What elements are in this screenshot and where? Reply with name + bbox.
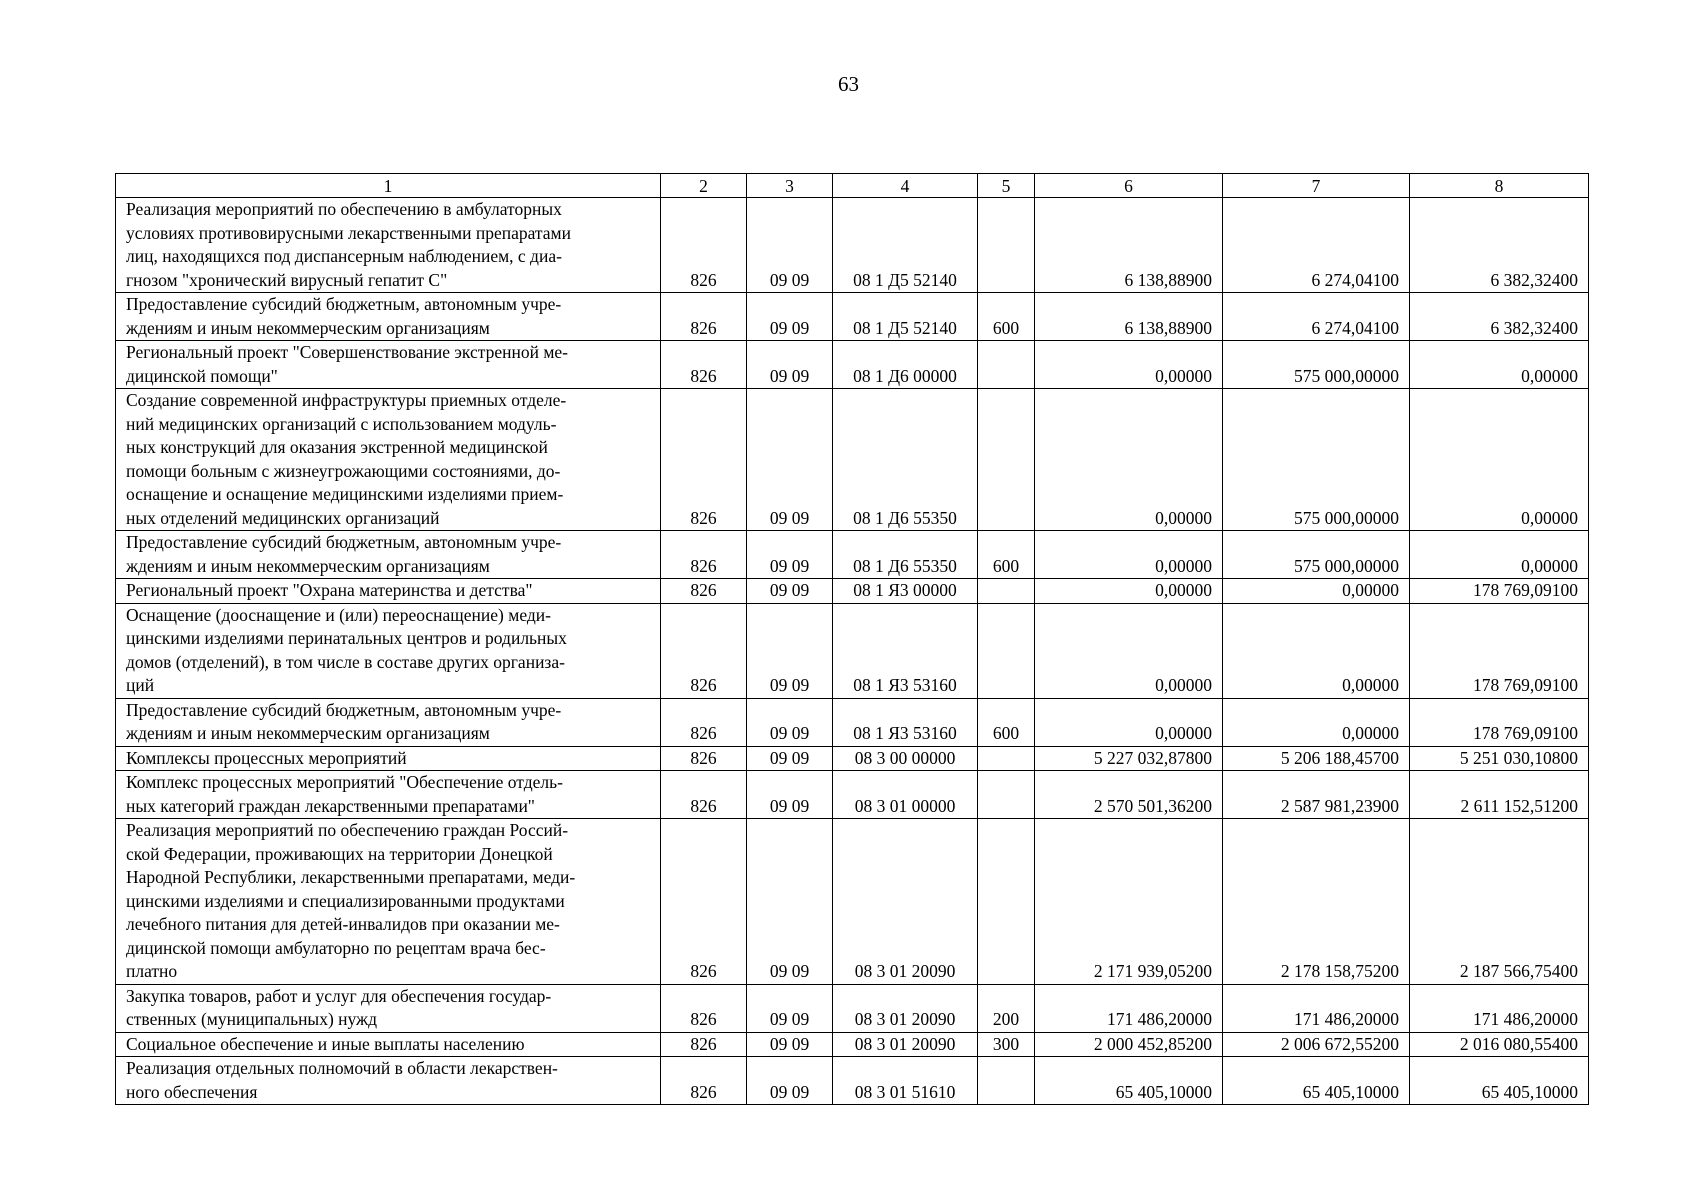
- cell-amount-year-1: 2 171 939,05200: [1035, 819, 1223, 985]
- item-name-line: Реализация отдельных полномочий в области лекарствен-: [126, 1058, 558, 1078]
- cell-section: 09 09: [747, 579, 833, 604]
- cell-expense-type: 600: [978, 698, 1035, 746]
- cell-amount-year-2: 2 178 158,75200: [1223, 819, 1410, 985]
- cell-amount-year-1: 6 138,88900: [1035, 293, 1223, 341]
- table-row: [116, 771, 1589, 819]
- item-name-line: ций: [126, 675, 155, 695]
- item-name-line: ных отделений медицинских организаций: [126, 507, 440, 528]
- cell-section: 09 09: [747, 746, 833, 771]
- column-header-1: 1: [116, 174, 661, 198]
- item-name-line: Региональный проект "Совершенствование экстренной ме-: [126, 342, 569, 362]
- item-name-line: ственных (муниципальных) нужд: [126, 1009, 378, 1029]
- cell-target-article: 08 1 Д6 00000: [833, 341, 978, 389]
- item-name-line: условиях противовирусными лекарственными препаратами: [126, 222, 571, 243]
- table-row: [116, 603, 1589, 698]
- cell-amount-year-1: 5 227 032,87800: [1035, 746, 1223, 771]
- cell-section: 09 09: [747, 819, 833, 985]
- cell-section: 09 09: [747, 603, 833, 698]
- cell-amount-year-2: 0,00000: [1223, 698, 1410, 746]
- item-name-line: ждениям и иным некоммерческим организациям: [126, 555, 490, 576]
- item-name-line: Реализация мероприятий по обеспечению граждан Россий-: [126, 820, 569, 840]
- cell-amount-year-1: 0,00000: [1035, 341, 1223, 389]
- cell-expense-type: [978, 198, 1035, 293]
- item-name-line: Предоставление субсидий бюджетным, автономным учре-: [126, 699, 562, 720]
- cell-chapter: 826: [661, 771, 747, 819]
- item-name-line: Создание современной инфраструктуры приемных отделе-: [126, 390, 567, 410]
- cell-chapter: 826: [661, 531, 747, 579]
- cell-chapter: 826: [661, 603, 747, 698]
- cell-amount-year-2: 6 274,04100: [1223, 198, 1410, 293]
- table-row: [116, 293, 1589, 341]
- page-number: 63: [838, 72, 859, 96]
- cell-amount-year-2: 575 000,00000: [1223, 341, 1410, 389]
- cell-target-article: 08 1 Я3 00000: [833, 579, 978, 604]
- cell-amount-year-3: 0,00000: [1410, 531, 1589, 579]
- cell-amount-year-2: 2 006 672,55200: [1223, 1032, 1410, 1057]
- cell-amount-year-3: 178 769,09100: [1410, 698, 1589, 746]
- cell-item-name: [116, 198, 661, 293]
- item-name-line: Предоставление субсидий бюджетным, автономным учре-: [126, 294, 562, 314]
- item-name-line: платно: [126, 961, 178, 981]
- item-name-line: Региональный проект "Охрана материнства и детства": [126, 580, 533, 600]
- cell-section: 09 09: [747, 341, 833, 389]
- item-name-line: гнозом "хронический вирусный гепатит С": [126, 269, 448, 290]
- cell-item-name: [116, 579, 661, 604]
- cell-target-article: 08 3 01 51610: [833, 1057, 978, 1105]
- table-row: [116, 341, 1589, 389]
- cell-target-article: 08 1 Я3 53160: [833, 603, 978, 698]
- cell-chapter: 826: [661, 698, 747, 746]
- cell-amount-year-1: 0,00000: [1035, 579, 1223, 604]
- column-header-3: 3: [747, 174, 833, 198]
- cell-chapter: 826: [661, 341, 747, 389]
- cell-amount-year-1: 0,00000: [1035, 603, 1223, 698]
- cell-amount-year-3: 6 382,32400: [1410, 293, 1589, 341]
- cell-amount-year-3: 0,00000: [1410, 341, 1589, 389]
- item-name-line: помощи больным с жизнеугрожающими состояниями, до-: [126, 460, 561, 481]
- cell-section: 09 09: [747, 531, 833, 579]
- cell-item-name: [116, 698, 661, 746]
- cell-amount-year-3: 6 382,32400: [1410, 198, 1589, 293]
- cell-amount-year-2: 6 274,04100: [1223, 293, 1410, 341]
- cell-chapter: 826: [661, 293, 747, 341]
- cell-amount-year-2: 65 405,10000: [1223, 1057, 1410, 1105]
- item-name-line: ждениям и иным некоммерческим организациям: [126, 317, 490, 338]
- column-header-6: 6: [1035, 174, 1223, 198]
- item-name-line: Комплекс процессных мероприятий "Обеспечение отдель-: [126, 772, 563, 792]
- cell-target-article: 08 1 Я3 53160: [833, 698, 978, 746]
- item-name-line: Закупка товаров, работ и услуг для обеспечения государ-: [126, 985, 552, 1006]
- column-header-4: 4: [833, 174, 978, 198]
- cell-item-name: [116, 1032, 661, 1057]
- cell-target-article: 08 3 01 20090: [833, 984, 978, 1032]
- item-name-line: цинскими изделиями перинатальных центров и родильных: [126, 628, 567, 648]
- table-row: [116, 698, 1589, 746]
- item-name-line: лиц, находящихся под диспансерным наблюдением, с диа-: [126, 246, 562, 266]
- cell-amount-year-2: 575 000,00000: [1223, 531, 1410, 579]
- cell-target-article: 08 1 Д6 55350: [833, 531, 978, 579]
- cell-section: 09 09: [747, 984, 833, 1032]
- cell-target-article: 08 3 01 00000: [833, 771, 978, 819]
- cell-item-name: [116, 603, 661, 698]
- cell-expense-type: [978, 603, 1035, 698]
- cell-expense-type: [978, 389, 1035, 531]
- item-name-line: Реализация мероприятий по обеспечению в амбулаторных: [126, 199, 562, 219]
- cell-target-article: 08 1 Д5 52140: [833, 293, 978, 341]
- cell-amount-year-3: 0,00000: [1410, 389, 1589, 531]
- item-name-line: ждениям и иным некоммерческим организациям: [126, 723, 490, 743]
- cell-amount-year-2: 0,00000: [1223, 603, 1410, 698]
- cell-amount-year-3: 65 405,10000: [1410, 1057, 1589, 1105]
- cell-item-name: [116, 341, 661, 389]
- cell-expense-type: [978, 771, 1035, 819]
- cell-chapter: 826: [661, 198, 747, 293]
- cell-amount-year-2: 0,00000: [1223, 579, 1410, 604]
- cell-amount-year-2: 575 000,00000: [1223, 389, 1410, 531]
- item-name-line: дицинской помощи": [126, 365, 278, 386]
- cell-section: 09 09: [747, 293, 833, 341]
- cell-item-name: [116, 293, 661, 341]
- column-header-2: 2: [661, 174, 747, 198]
- cell-amount-year-1: 6 138,88900: [1035, 198, 1223, 293]
- cell-expense-type: 600: [978, 531, 1035, 579]
- cell-expense-type: 300: [978, 1032, 1035, 1057]
- cell-chapter: 826: [661, 1057, 747, 1105]
- cell-chapter: 826: [661, 984, 747, 1032]
- cell-section: 09 09: [747, 198, 833, 293]
- cell-expense-type: 600: [978, 293, 1035, 341]
- item-name-line: ных конструкций для оказания экстренной медицинской: [126, 437, 548, 457]
- cell-section: 09 09: [747, 771, 833, 819]
- item-name-line: дицинской помощи амбулаторно по рецептам врача бес-: [126, 937, 546, 958]
- cell-chapter: 826: [661, 579, 747, 604]
- item-name-line: оснащение и оснащение медицинскими изделиями прием-: [126, 484, 564, 504]
- cell-amount-year-3: 2 016 080,55400: [1410, 1032, 1589, 1057]
- cell-amount-year-3: 171 486,20000: [1410, 984, 1589, 1032]
- cell-amount-year-3: 178 769,09100: [1410, 603, 1589, 698]
- table-body: [116, 198, 1589, 1105]
- cell-amount-year-1: 0,00000: [1035, 698, 1223, 746]
- item-name-line: ных категорий граждан лекарственными препаратами": [126, 795, 535, 816]
- table-row: [116, 198, 1589, 293]
- cell-target-article: 08 1 Д5 52140: [833, 198, 978, 293]
- column-header-8: 8: [1410, 174, 1589, 198]
- cell-item-name: [116, 819, 661, 985]
- item-name-line: ний медицинских организаций с использованием модуль-: [126, 413, 557, 434]
- item-name-line: домов (отделений), в том числе в составе других организа-: [126, 651, 565, 672]
- cell-amount-year-1: 0,00000: [1035, 389, 1223, 531]
- item-name-line: лечебного питания для детей-инвалидов при оказании ме-: [126, 914, 560, 934]
- cell-section: 09 09: [747, 698, 833, 746]
- cell-amount-year-1: 2 570 501,36200: [1035, 771, 1223, 819]
- cell-amount-year-3: 178 769,09100: [1410, 579, 1589, 604]
- table-row: [116, 1032, 1589, 1057]
- cell-item-name: [116, 1057, 661, 1105]
- cell-chapter: 826: [661, 389, 747, 531]
- item-name-line: Социальное обеспечение и иные выплаты населению: [126, 1033, 525, 1054]
- cell-amount-year-2: 5 206 188,45700: [1223, 746, 1410, 771]
- table-row: [116, 984, 1589, 1032]
- cell-item-name: [116, 531, 661, 579]
- item-name-line: Предоставление субсидий бюджетным, автономным учре-: [126, 532, 562, 552]
- table-row: [116, 1057, 1589, 1105]
- item-name-line: ного обеспечения: [126, 1081, 258, 1102]
- cell-chapter: 826: [661, 1032, 747, 1057]
- table-row: [116, 746, 1589, 771]
- column-header-5: 5: [978, 174, 1035, 198]
- cell-amount-year-2: 2 587 981,23900: [1223, 771, 1410, 819]
- cell-amount-year-3: 2 611 152,51200: [1410, 771, 1589, 819]
- cell-chapter: 826: [661, 819, 747, 985]
- cell-item-name: [116, 984, 661, 1032]
- table-row: [116, 819, 1589, 985]
- cell-amount-year-3: 5 251 030,10800: [1410, 746, 1589, 771]
- cell-item-name: [116, 746, 661, 771]
- cell-expense-type: [978, 1057, 1035, 1105]
- cell-amount-year-1: 65 405,10000: [1035, 1057, 1223, 1105]
- table-row: [116, 531, 1589, 579]
- cell-chapter: 826: [661, 746, 747, 771]
- cell-item-name: [116, 771, 661, 819]
- cell-expense-type: [978, 341, 1035, 389]
- table-row: [116, 579, 1589, 604]
- cell-section: 09 09: [747, 1057, 833, 1105]
- cell-item-name: [116, 389, 661, 531]
- cell-target-article: 08 3 01 20090: [833, 819, 978, 985]
- cell-expense-type: [978, 579, 1035, 604]
- cell-amount-year-3: 2 187 566,75400: [1410, 819, 1589, 985]
- cell-amount-year-1: 2 000 452,85200: [1035, 1032, 1223, 1057]
- cell-expense-type: 200: [978, 984, 1035, 1032]
- item-name-line: Народной Республики, лекарственными препаратами, меди-: [126, 867, 576, 887]
- item-name-line: Комплексы процессных мероприятий: [126, 747, 407, 768]
- item-name-line: ской Федерации, проживающих на территории Донецкой: [126, 843, 553, 864]
- cell-section: 09 09: [747, 389, 833, 531]
- cell-target-article: 08 3 00 00000: [833, 746, 978, 771]
- column-header-7: 7: [1223, 174, 1410, 198]
- cell-section: 09 09: [747, 1032, 833, 1057]
- cell-target-article: 08 3 01 20090: [833, 1032, 978, 1057]
- item-name-line: цинскими изделиями и специализированными продуктами: [126, 890, 565, 911]
- cell-amount-year-2: 171 486,20000: [1223, 984, 1410, 1032]
- cell-amount-year-1: 0,00000: [1035, 531, 1223, 579]
- cell-expense-type: [978, 819, 1035, 985]
- table-row: [116, 389, 1589, 531]
- item-name-line: Оснащение (дооснащение и (или) переоснащение) меди-: [126, 604, 551, 625]
- table-header-row: [116, 174, 1589, 198]
- cell-expense-type: [978, 746, 1035, 771]
- cell-target-article: 08 1 Д6 55350: [833, 389, 978, 531]
- cell-amount-year-1: 171 486,20000: [1035, 984, 1223, 1032]
- budget-table: [115, 173, 1589, 1105]
